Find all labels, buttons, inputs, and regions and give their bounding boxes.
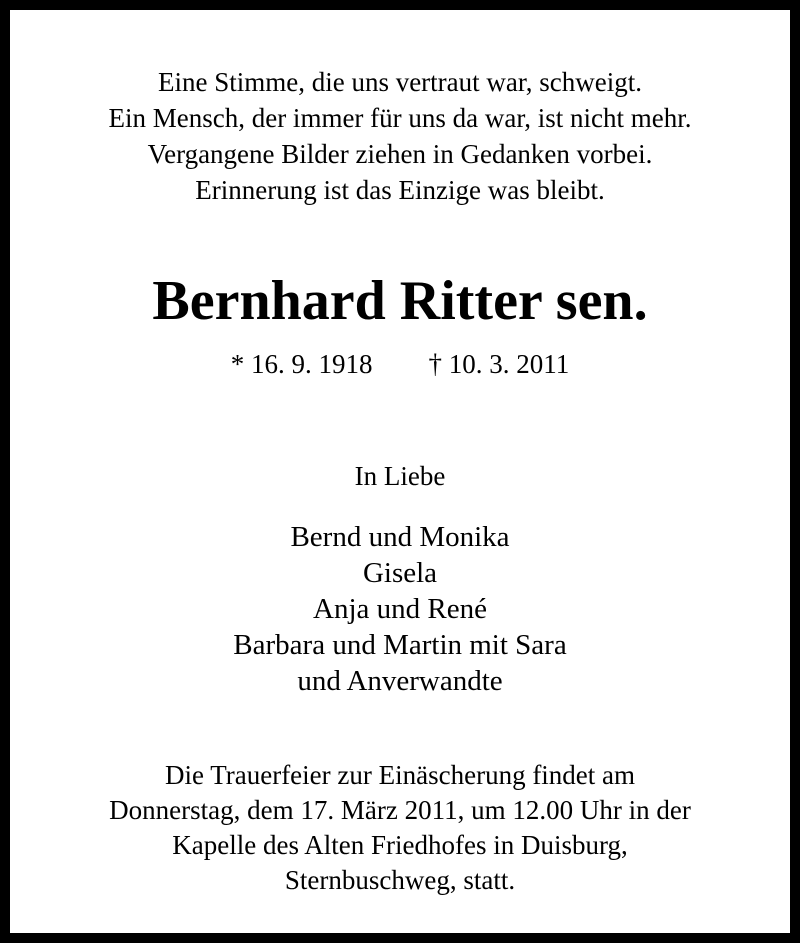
ceremony-line: Donnerstag, dem 17. März 2011, um 12.00 Uhr in der: [109, 795, 691, 825]
ceremony-line: Sternbuschweg, statt.: [284, 865, 516, 895]
funeral-ceremony-info: [10, 758, 790, 898]
mourners-list: [10, 519, 790, 699]
mourner-line: Bernd und Monika: [290, 521, 510, 553]
mourner-line: Gisela: [362, 557, 438, 589]
poem-line: Eine Stimme, die uns vertraut war, schweigt.: [157, 67, 643, 97]
memorial-poem: [10, 64, 790, 208]
poem-line: Ein Mensch, der immer für uns da war, ist nicht mehr.: [108, 103, 692, 133]
life-dates: [10, 346, 790, 382]
deceased-name: Bernhard Ritter sen.: [152, 270, 648, 332]
mourner-line: Barbara und Martin mit Sara: [233, 629, 567, 661]
poem-line: Erinnerung ist das Einzige was bleibt.: [195, 175, 605, 205]
ceremony-line: Kapelle des Alten Friedhofes in Duisburg,: [172, 830, 628, 860]
birth-date: * 16. 9. 1918: [230, 349, 373, 379]
mourner-line: Anja und René: [313, 593, 487, 625]
mourner-line: und Anverwandte: [297, 665, 503, 697]
ceremony-line: Die Trauerfeier zur Einäscherung findet am: [164, 760, 636, 790]
in-love-label: In Liebe: [354, 461, 446, 491]
death-date: † 10. 3. 2011: [428, 349, 570, 379]
poem-line: Vergangene Bilder ziehen in Gedanken vorbei.: [147, 139, 653, 169]
